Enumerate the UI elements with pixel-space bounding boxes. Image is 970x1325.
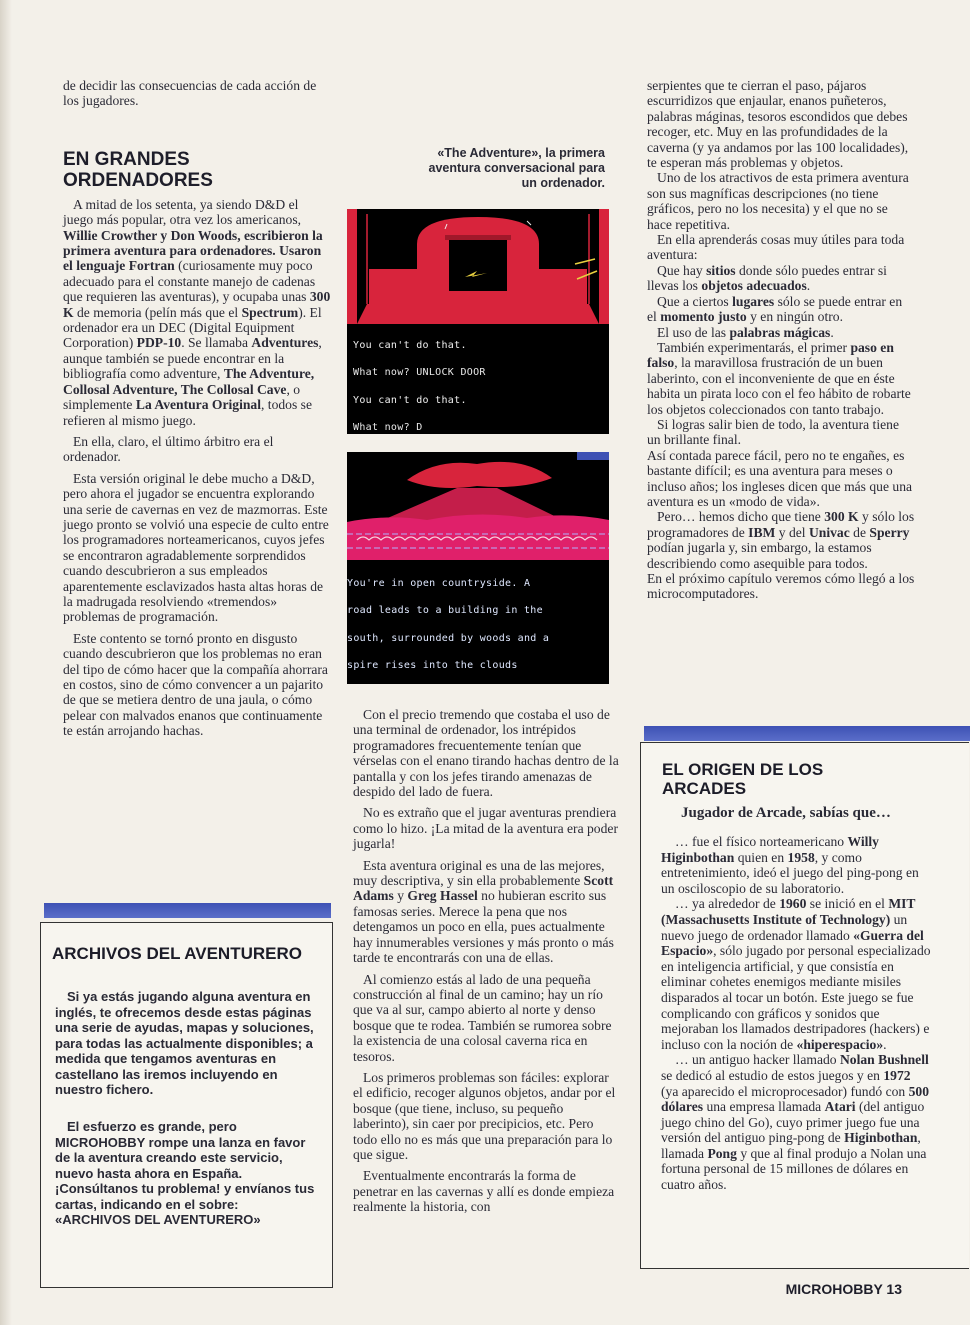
paragraph: Uno de los atractivos de esta primera aventura son sus magníficas descripciones (no tiene gráficos, pero no los necesita) y el que no se hace repetitiva. [647, 170, 909, 232]
page-number: 13 [886, 1281, 902, 1297]
section-heading: EN GRANDES ORDENADORES [63, 148, 213, 191]
paragraph: En ella aprenderás cosas muy útiles para toda aventura: [647, 232, 905, 263]
archivos-box [40, 922, 333, 1288]
volcano-illustration [347, 452, 609, 560]
terminal-output: You can't do that. What now? UNLOCK DOOR You can't do that. What now? D [353, 340, 486, 434]
terminal-output: You're in open countryside. A road leads to a building in the south, surrounded by woods and a spire rises into the clouds [347, 578, 550, 672]
column-right [647, 78, 915, 608]
paragraph: El uso de las palabras mágicas. [657, 324, 834, 340]
archivos-paragraph: Si ya estás jugando alguna aventura en inglés, te ofrecemos desde estas páginas una serie de ayudas, mapas y soluciones, para todas las actualmente disponibles; a medida que tengamos aventuras en castellano las iremos incluyendo en nuestro fichero. [55, 989, 314, 1097]
paragraph: También experimentarás, el primer paso en falso, la maravillosa frustración de un buen laberinto, con el inconveniente de que en éste habita un pirata loco con el feo hábito de robarte los objetos coleccionados con tanto trabajo. [647, 339, 911, 417]
room-illustration [347, 209, 609, 324]
image-caption: «The Adventure», la primera aventura conversacional para un ordenador. [428, 146, 605, 190]
paragraph: Este contento se tornó pronto en disgusto cuando descubrieron que los problemas no eran del tipo de cómo hacer que la compañía ahorrara en costos, sino de cómo convencer a un pajarito de que se metiera dentro de una jaula, o cómo pelear con malvados enanos que continuamente te están arrojando hachas. [63, 630, 328, 739]
column-left [63, 78, 331, 745]
column-middle [353, 707, 619, 1221]
paragraph: Eventualmente encontrarás la forma de penetrar en las cavernas y allí es donde empieza realmente la historia, con [353, 1168, 615, 1215]
arcades-box [640, 742, 969, 1269]
paragraph: En ella, claro, el último árbitro era el ordenador. [63, 433, 274, 465]
section-divider-bar [644, 726, 970, 741]
magazine-name: MICROHOBBY [785, 1281, 883, 1297]
paragraph: Con el precio tremendo que costaba el uso de una terminal de ordenador, los intrépidos programadores frecuentemente tenían que vérselas con el enano tirando hachas dentro de la pantalla y con los jefes tirando amenazas de despido del lado de fuera. [353, 707, 619, 800]
page-edge [0, 0, 12, 1325]
paragraph: En el próximo capítulo veremos cómo llegó a los microcomputadores. [647, 571, 915, 602]
arcades-subtitle: Jugador de Arcade, sabías que… [681, 805, 891, 821]
paragraph: Esta versión original le debe mucho a D&D, pero ahora el jugador se encuentra explorando una serie de cavernas en vez de mazmorras. Este juego pronto se volvió una especie de culto entre los programadores norteamericanos, cuyos jefes se encontraron agradablemente sorprendidos cuando descubrieron a sus empleados aparentemente esclavizados hasta altas horas de la madrugada resolviendo «tremendos» problemas de programación. [63, 470, 329, 625]
intro-text: de decidir las consecuencias de cada acción de los jugadores. [63, 78, 317, 109]
archivos-title: ARCHIVOS DEL AVENTURERO [52, 944, 302, 963]
paragraph: Que hay sitios donde sólo puedes entrar si llevas los objetos adecuados. [647, 262, 887, 294]
adventure-screenshot-2 [347, 452, 609, 684]
paragraph: Que a ciertos lugares sólo se puede entrar en el momento justo y en ningún otro. [647, 293, 903, 325]
paragraph: No es extraño que el jugar aventuras prendiera como lo hizo. ¡La mitad de la aventura era poder jugarla! [353, 805, 618, 852]
paragraph: Al comienzo estás al lado de una pequeña construcción al final de un camino; hay un río que va al sur, campo abierto al norte y denso bosque que te rodea. También se rumorea sobre la existencia de una colosal caverna rica en tesoros. [353, 971, 612, 1064]
paragraph: serpientes que te cierran el paso, pájaros escurridizos que enjaular, enanos puñeteros, palabras máginas, tesoros escondidos que debes recoger, etc. Muy en las profundidades de la caverna (y ya andamos por las 100 localidades), te esperan más problemas y objetos. [647, 78, 909, 171]
section-divider-bar [44, 903, 331, 918]
paragraph: A mitad de los setenta, ya siendo D&D el juego más popular, otra vez los americanos, Willie Crowther y Don Woods, escribieron la primera aventura para ordenadores. Usaron el lenguaje Fortran (curiosamente muy poco adecuado para el constante manejo de cadenas que requieren las aventuras), y ocupaba unas 300 K de memoria (pelín más que el Spectrum). El ordenador era un DEC (Digital Equipment Corporation) PDP-10. Se llamaba Adventures, aunque también se puede encontrar en la bibliografía como adventure, The Adventure, Collosal Adventure, The Collosal Cave, o simplemente La Aventura Original, todos se refieren al mismo juego. [63, 196, 331, 428]
arcades-text: … fue el físico norteamericano Willy Higinbothan quien en 1958, y como entretenimiento, ideó el juego del ping-pong en un osciloscopio de su laboratorio. … ya alrededor de 1960 se inició en el MIT (Massachusetts Institute of Technology) un nuevo juego de ordenador llamado «Guerra del Espacio», sólo jugado por personal especializado en inteligencia artificial, y que consistía en eliminar cohetes enemigos mediante misiles disparados al tocar un botón. Este juego se fue complicando con gráficos y sonidos que mejoraban los llamados destripadores (hackers) e incluso con la noción de «hiperespacio». … un antiguo hacker llamado Nolan Bushnell se dedicó al estudio de estos juegos y en 1972 (ya aparecido el microprocesador) fundó con 500 dólares una empresa llamada Atari (del antiguo juego chino del Go), cuyo primer juego fue una versión del antiguo ping-pong de Higinbothan, llamada Pong y que al final produjo a Nolan una fortuna personal de 15 millones de dólares en cuatro años. [661, 834, 931, 1193]
paragraph: Pero… hemos dicho que tiene 300 K y sólo los programadores de IBM y del Univac de Sperry podían jugarla y, sin embargo, la estamos describiendo como asequible para todos. [647, 509, 915, 571]
archivos-paragraph: El esfuerzo es grande, pero MICROHOBBY rompe una lanza en favor de la aventura creando este servicio, nuevo hasta ahora en España. ¡Consúltanos tu problema! y envíanos tus cartas, indicando en el sobre: «ARCHIVOS DEL AVENTURERO» [55, 1119, 315, 1227]
page-footer [786, 1281, 902, 1297]
adventure-screenshot-1 [347, 209, 609, 434]
paragraph: Así contada parece fácil, pero no te engañes, es bastante difícil; es una aventura para meses o incluso años; los ingleses dicen que más que una aventura es un «modo de vida». [647, 447, 913, 509]
paragraph: Si logras salir bien de todo, la aventura tiene un brillante final. [647, 416, 899, 448]
paragraph: Los primeros problemas son fáciles: explorar el edificio, recoger algunos objetos, andar por el bosque (que tiene, incluso, su pequeño laberinto), sin caer por precipicios, etc. Pero todo ello no es más que una preparación para lo que sigue. [353, 1069, 616, 1162]
arcades-title: EL ORIGEN DE LOS ARCADES [662, 760, 824, 798]
paragraph: Esta aventura original es una de las mejores, muy descriptiva, y sin ella probablemente Scott Adams y Greg Hassel no hubieran escrito sus famosas series. Merece la pena que nos detengamos un poco en ella, pues actualmente hay innumerables versiones y más pronto o más tarde te encontrarás con una de ellas. [353, 857, 614, 966]
